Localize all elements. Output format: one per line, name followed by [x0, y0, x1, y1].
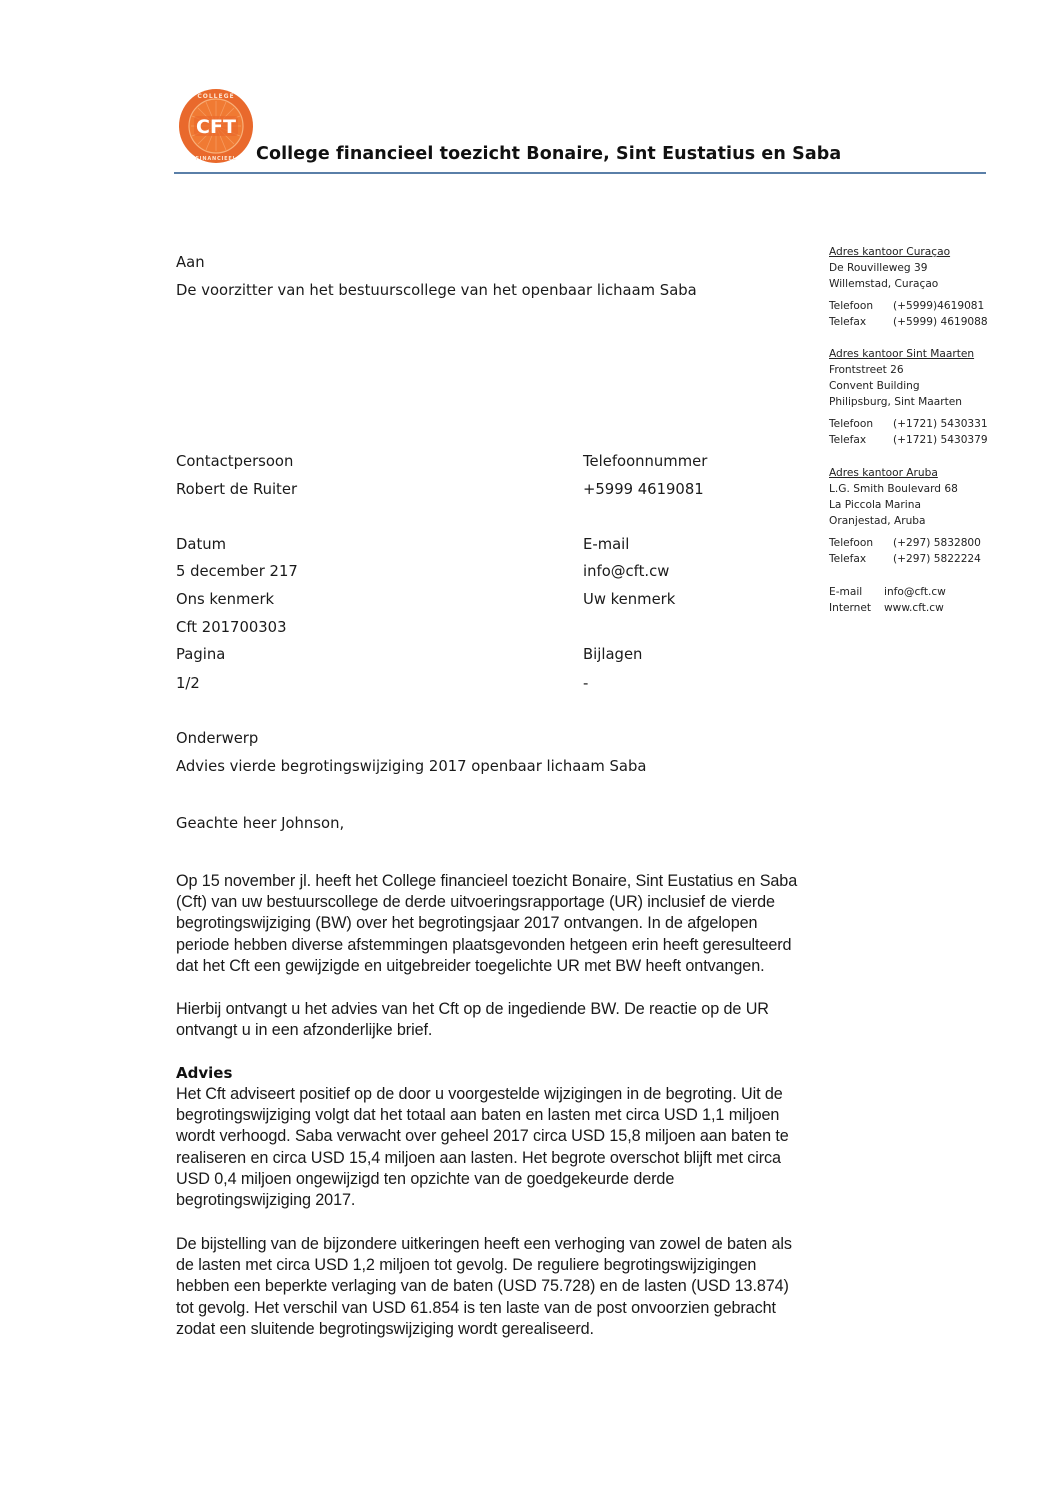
organization-title: College financieel toezicht Bonaire, Sint Eustatius en Saba [256, 144, 842, 164]
recipient-label: Aan [176, 254, 205, 271]
general-website: Internet www.cft.cw [829, 602, 944, 614]
paragraph-line: dat het Cft een gewijzigde en uitgebreider toegelichte UR met BW heeft ontvangen. [176, 956, 765, 975]
email-label: E-mail [583, 536, 630, 553]
office-curacao-heading: Adres kantoor Curaçao [829, 246, 951, 258]
office-aruba-fax: Telefax (+297) 5822224 [829, 553, 981, 565]
svg-text:CFT: CFT [196, 116, 236, 138]
paragraph-advies [176, 1084, 896, 1211]
address-line: Frontstreet 26 [829, 364, 904, 376]
subject-label: Onderwerp [176, 730, 259, 747]
our-reference-value: Cft 201700303 [176, 619, 287, 636]
paragraph-line: begrotingswijziging 2017. [176, 1191, 356, 1210]
recipient-value: De voorzitter van het bestuurscollege van het openbaar lichaam Saba [176, 282, 697, 299]
contact-label: Contactpersoon [176, 453, 294, 470]
address-line: De Rouvilleweg 39 [829, 262, 928, 274]
email-value[interactable]: info@cft.cw [583, 563, 670, 580]
paragraph-line: begrotingswijziging (BW) over het begrotingsjaar 2017 ontvangen. In de afgelopen [176, 914, 758, 933]
office-curacao-phone: Telefoon (+5999)4619081 [829, 300, 985, 312]
paragraph-line: De bijstelling van de bijzondere uitkeringen heeft een verhoging van zowel de baten als [176, 1235, 792, 1253]
salutation: Geachte heer Johnson, [176, 815, 345, 832]
general-email-link[interactable]: info@cft.cw [884, 586, 946, 598]
page-value: 1/2 [176, 675, 200, 692]
cft-logo-icon [177, 87, 257, 165]
office-aruba-heading: Adres kantoor Aruba [829, 467, 938, 479]
paragraph-line: (Cft) van uw bestuurscollege de derde uitvoeringsrapportage (UR) inclusief de vierde [176, 893, 775, 912]
attachments-label: Bijlagen [583, 646, 643, 663]
general-website-link[interactable]: www.cft.cw [884, 602, 944, 614]
subject-value: Advies vierde begrotingswijziging 2017 openbaar lichaam Saba [176, 758, 647, 775]
paragraph-line: begrotingswijziging volgt dat het totaal aan baten en lasten met circa USD 1,1 miljoen [176, 1106, 780, 1125]
office-aruba-phone: Telefoon (+297) 5832800 [829, 537, 981, 549]
general-contact [829, 584, 946, 616]
address-line: Oranjestad, Aruba [829, 515, 926, 527]
page-label: Pagina [176, 646, 226, 663]
paragraph-line: ontvangt u in een afzonderlijke brief. [176, 1021, 433, 1040]
svg-text:FINANCIEEL: FINANCIEEL [195, 156, 237, 162]
phone-value: +5999 4619081 [583, 481, 704, 498]
paragraph-line: realiseren en circa USD 15,4 miljoen aan lasten. Het begrote overschot blijft met circa [176, 1148, 781, 1167]
paragraph-line: periode hebben diverse afstemmingen plaatsgevonden hetgeen erin heeft geresulteerd [176, 935, 792, 954]
office-sint-maarten-fax: Telefax (+1721) 5430379 [829, 434, 988, 446]
date-label: Datum [176, 536, 227, 553]
paragraph-bijstelling [176, 1234, 896, 1340]
address-line: Convent Building [829, 380, 920, 392]
paragraph-line: Het Cft adviseert positief op de door u voorgestelde wijzigingen in de begroting. Uit de [176, 1085, 783, 1103]
paragraph-intro [176, 871, 896, 977]
header-divider [174, 172, 986, 174]
paragraph-line: zodat een sluitende begrotingswijziging wordt gerealiseerd. [176, 1319, 594, 1338]
contact-value: Robert de Ruiter [176, 481, 298, 498]
date-value: 5 december 217 [176, 563, 298, 580]
office-aruba [829, 465, 981, 567]
attachments-value: - [583, 675, 589, 692]
your-reference-label: Uw kenmerk [583, 591, 676, 608]
address-line: L.G. Smith Boulevard 68 [829, 483, 958, 495]
office-sint-maarten [829, 346, 988, 448]
paragraph-line: tot gevolg. Het verschil van USD 61.854 is ten laste van de post onvoorzien gebracht [176, 1298, 776, 1317]
paragraph-line: Op 15 november jl. heeft het College financieel toezicht Bonaire, Sint Eustatius en Saba [176, 872, 798, 890]
svg-text:COLLEGE: COLLEGE [197, 93, 235, 100]
phone-label: Telefoonnummer [583, 453, 708, 470]
paragraph-line: de lasten met circa USD 1,2 miljoen tot gevolg. De reguliere begrotingswijzigingen [176, 1256, 757, 1275]
address-line: La Piccola Marina [829, 499, 921, 511]
paragraph-line: Hierbij ontvangt u het advies van het Cft op de ingediende BW. De reactie op de UR [176, 1000, 769, 1018]
address-line: Willemstad, Curaçao [829, 278, 939, 290]
office-curacao [829, 244, 988, 330]
paragraph-line: USD 0,4 miljoen ongewijzigd ten opzichte van de goedgekeurde derde [176, 1169, 675, 1188]
paragraph-advice-notice [176, 999, 896, 1041]
paragraph-line: wordt verhoogd. Saba verwacht over geheel 2017 circa USD 15,8 miljoen aan baten te [176, 1127, 789, 1146]
general-email: E-mail info@cft.cw [829, 586, 946, 598]
office-sint-maarten-phone: Telefoon (+1721) 5430331 [829, 418, 988, 430]
cft-logo [177, 87, 257, 165]
office-curacao-fax: Telefax (+5999) 4619088 [829, 316, 988, 328]
office-sint-maarten-heading: Adres kantoor Sint Maarten [829, 348, 975, 360]
advies-heading: Advies [176, 1064, 233, 1082]
our-reference-label: Ons kenmerk [176, 591, 275, 608]
paragraph-line: hebben een beperkte verlaging van de baten (USD 75.728) en de lasten (USD 13.874) [176, 1277, 789, 1296]
address-line: Philipsburg, Sint Maarten [829, 396, 963, 408]
